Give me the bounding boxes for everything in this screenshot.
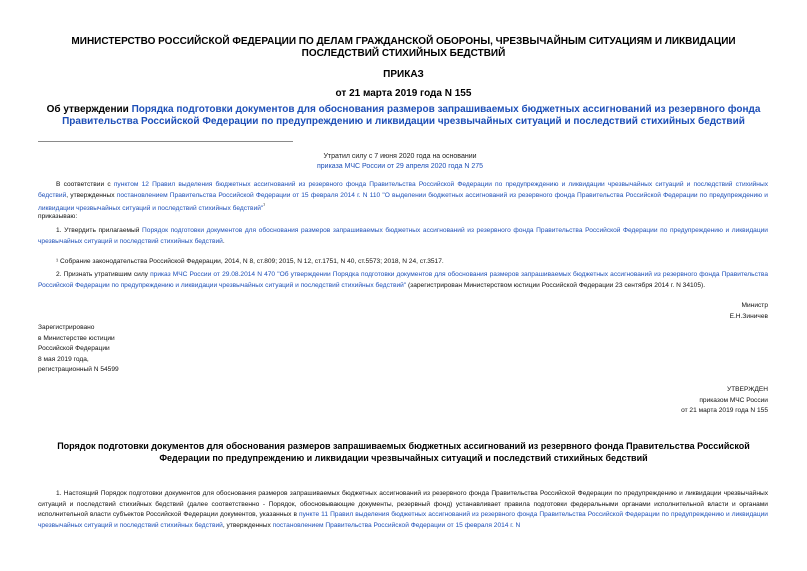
signature-name: Е.Н.Зиничев [729,312,768,320]
title-link[interactable]: Порядка подготовки документов для обоснования размеров запрашиваемых бюджетных ассигнований из резервного фонда Правительства Российской Федерации по предупреждению и ликвидации чрезвычайных ситуаций и последствий стихийных бедствий [62,104,761,127]
order-date: от 21 марта 2019 года N 155 [335,88,472,99]
decree-link[interactable]: постановлением Правительства Российской Федерации от 15 февраля 2014 г. N 110 "О выделении бюджетных ассигнований из резервного фонда Правительства Российской Федерации по предупреждению и ликвидации чрезвычайных ситуаций и последствий стихийных бедствий" [38,191,768,213]
approve-end: . [222,237,225,245]
registration-line: Зарегистрировано [38,324,95,331]
procedure-text: 1. Настоящий Порядок подготовки документов для обоснования размеров запрашиваемых бюджетных ассигнований из резервного фонда Правительства Российской Федерации по предупреждению и ликвидации чрезвычайных ситуаций и последствий стихийных бедствий (далее соответственно - Порядок, обосновывающие документы, резервный фонд) устанавливает правила подготовки федеральными органами исполнительной власти и органами исполнительной власти субъектов Российской Федерации документов, указанных в [38,490,768,518]
ministry-heading: МИНИСТЕРСТВО РОССИЙСКОЙ ФЕДЕРАЦИИ ПО ДЕЛАМ ГРАЖДАНСКОЙ ОБОРОНЫ, ЧРЕЗВЫЧАЙНЫМ СИТУАЦИЯМ И ЛИКВИДАЦИИ ПОСЛЕДСТВИЙ СТИХИЙНЫХ БЕДСТВИЙ [71,36,736,59]
procedure-text-2: , утвержденных [222,521,273,529]
approved-line: приказом МЧС России [699,396,768,404]
procedure-title: Порядок подготовки документов для обоснования размеров запрашиваемых бюджетных ассигнований из резервного фонда Правительства Российской Федерации по предупреждению и ликвидации чрезвычайных ситуаций и последствий стихийных бедствий [57,441,750,463]
basis-text: В соответствии с [56,181,114,188]
registration-block [38,323,288,376]
approved-line: от 21 марта 2019 года N 155 [681,407,768,414]
order-heading: ПРИКАЗ [383,69,424,80]
status-line: Утратил силу с 7 июня 2020 года на основании [323,153,477,160]
order-title [40,104,767,128]
footnote-mark: ¹ [263,203,266,209]
paragraph-basis [38,180,768,215]
repealed-order-link[interactable]: приказ МЧС России от 29.08.2014 N 470 "Об утверждении Порядка подготовки документов для обоснования размеров запрашиваемых бюджетных ассигнований из резервного фонда Правительства Российской Федерации по предупреждению и ликвидации чрезвычайных ситуаций и последствий стихийных бедствий" [38,271,768,289]
paragraph-approve [38,226,768,247]
repeal-text-2: (зарегистрирован Министерством юстиции Российской Федерации 23 сентября 2014 г. N 34105). [406,281,706,289]
decree-link-2[interactable]: постановлением Правительства Российской Федерации от 15 февраля 2014 г. N [272,521,521,529]
repeal-text: 2. Признать утратившим силу [56,271,151,278]
divider-line [38,141,293,142]
rules-link[interactable]: пунктом 12 Правил выделения бюджетных ассигнований из резервного фонда Правительства Российской Федерации по предупреждению и ликвидации чрезвычайных ситуаций и последствий стихийных бедствий [38,181,768,199]
procedure-paragraph-1 [38,489,768,531]
title-prefix: Об утверждении [46,104,132,115]
approve-text: 1. Утвердить прилагаемый [56,227,143,234]
approved-line: УТВЕРЖДЕН [726,386,768,393]
footnote: ¹ Собрание законодательства Российской Федерации, 2014, N 8, ст.809; 2015, N 12, ст.1751, N 40, ст.5573; 2018, N 24, ст.3517. [56,258,444,265]
paragraph-repeal [38,270,768,291]
rules-point-11-link[interactable]: пункте 11 Правил выделения бюджетных ассигнований из резервного фонда Правительства Российской Федерации по предупреждению и ликвидации чрезвычайных ситуаций и последствий стихийных бедствий [38,511,768,529]
registration-line: регистрационный N 54599 [38,366,119,373]
approved-block [560,385,768,417]
status-link[interactable]: приказа МЧС России от 29 апреля 2020 года N 275 [316,163,484,170]
registration-line: 8 мая 2019 года, [38,355,89,363]
registration-line: Российской Федерации [38,345,110,352]
procedure-link[interactable]: Порядок подготовки документов для обоснования размеров запрашиваемых бюджетных ассигнований из резервного фонда Правительства Российской Федерации по предупреждению и ликвидации чрезвычайных ситуаций и последствий стихийных бедствий [38,227,768,245]
status-note [200,152,600,172]
signature-role: Министр [741,302,768,309]
signature-block [560,301,768,322]
basis-text-2: , утвержденных [66,191,117,199]
order-word: приказываю: [38,213,78,220]
registration-line: в Министерстве юстиции [38,334,115,342]
